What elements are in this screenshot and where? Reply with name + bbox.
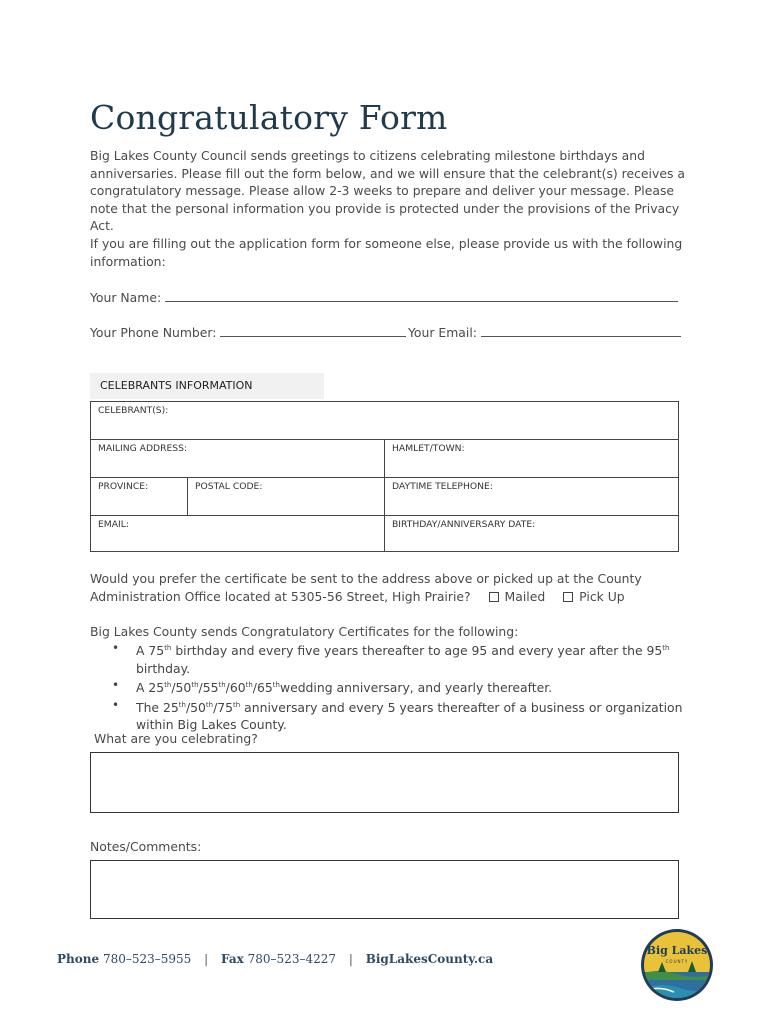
intro-paragraph: Big Lakes County Council sends greetings to citizens celebrating milestone birthdays and anniversaries. Please fill out the form below, and we will ensure that the celebrant(s) receives a congratulatory message. Please allow 2-3 weeks to prepare and deliver your message. Please note that the personal information you provide is protected under the provisions of the Privacy Act. xyxy=(90,148,685,233)
footer-fax-label: Fax xyxy=(221,952,244,966)
footer-phone: 780–523–5955 xyxy=(102,952,192,966)
certificates-intro: Big Lakes County sends Congratulatory Certificates for the following: xyxy=(90,624,519,639)
your-phone-row xyxy=(90,324,406,340)
section-title: CELEBRANTS INFORMATION xyxy=(90,373,324,399)
celebrating-input[interactable] xyxy=(90,752,679,813)
mailed-checkbox[interactable] xyxy=(489,592,499,602)
delivery-question-row xyxy=(90,589,625,604)
list-item: • A 25th/50th/55th/60th/65thwedding anniversary, and yearly thereafter. xyxy=(112,678,553,695)
someone-else-paragraph: If you are filling out the application form for someone else, please provide us with the following information: xyxy=(90,236,683,269)
celebrants-label: CELEBRANT(S): xyxy=(98,405,169,416)
notes-input[interactable] xyxy=(90,860,679,919)
footer-fax: 780–523–4227 xyxy=(247,952,336,966)
your-name-label: Your Name: xyxy=(90,290,162,305)
pickup-label: Pick Up xyxy=(579,589,625,604)
your-email-label: Your Email: xyxy=(408,325,477,340)
postal-code-label: POSTAL CODE: xyxy=(195,481,263,492)
footer-phone-label: Phone xyxy=(57,952,100,966)
your-email-row xyxy=(408,324,681,340)
mailing-address-label: MAILING ADDRESS: xyxy=(98,443,188,454)
celebrants-field[interactable] xyxy=(91,402,679,439)
postal-code-field[interactable] xyxy=(188,478,384,515)
footer-website-link[interactable]: BigLakesCounty.ca xyxy=(365,952,494,966)
email-label: EMAIL: xyxy=(98,519,129,530)
province-label: PROVINCE: xyxy=(98,481,149,492)
delivery-question-line1: Would you prefer the certificate be sent to the address above or picked up at the County xyxy=(90,571,642,586)
email-field[interactable] xyxy=(91,516,384,552)
page-title: Congratulatory Form xyxy=(90,98,448,137)
logo-sub: COUNTY xyxy=(665,959,689,964)
logo-name: Big Lakes xyxy=(646,944,708,957)
your-email-field[interactable] xyxy=(481,324,681,337)
hamlet-town-field[interactable] xyxy=(385,440,679,477)
list-item: • The 25th/50th/75th anniversary and every 5 years thereafter of a business or organization within Big Lakes County. xyxy=(112,697,683,732)
your-phone-field[interactable] xyxy=(220,324,406,337)
celebrating-label: What are you celebrating? xyxy=(94,731,258,746)
birthday-date-field[interactable] xyxy=(385,516,679,552)
delivery-question-line2: Administration Office located at 5305-56 Street, High Prairie? xyxy=(90,589,471,604)
your-name-field[interactable] xyxy=(165,289,678,302)
birthday-date-label: BIRTHDAY/ANNIVERSARY DATE: xyxy=(392,519,536,530)
daytime-telephone-field[interactable] xyxy=(385,478,679,515)
mailed-label: Mailed xyxy=(504,589,546,604)
pickup-checkbox[interactable] xyxy=(563,592,573,602)
footer: Phone 780–523–5955 | Fax 780–523–4227 | BigLakesCounty.ca xyxy=(57,952,494,966)
notes-label: Notes/Comments: xyxy=(90,839,202,854)
daytime-telephone-label: DAYTIME TELEPHONE: xyxy=(392,481,493,492)
celebrants-grid xyxy=(90,401,679,552)
certificates-list xyxy=(90,640,690,734)
list-item: • A 75th birthday and every five years thereafter to age 95 and every year after the 95th birthday. xyxy=(112,641,670,676)
hamlet-town-label: HAMLET/TOWN: xyxy=(392,443,465,454)
big-lakes-county-logo xyxy=(640,928,714,1002)
your-phone-label: Your Phone Number: xyxy=(90,325,217,340)
province-field[interactable] xyxy=(91,478,187,515)
mailing-address-field[interactable] xyxy=(91,440,384,477)
your-name-row xyxy=(90,289,678,305)
